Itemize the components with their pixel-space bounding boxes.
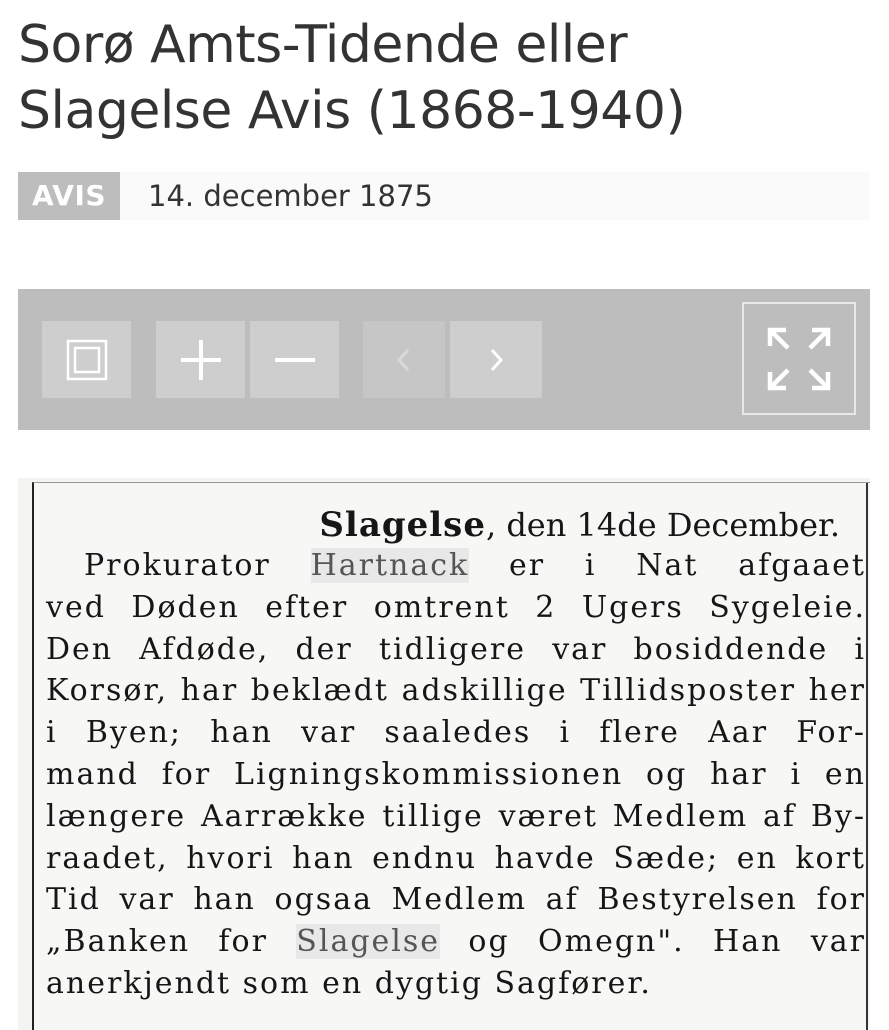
search-hit[interactable]: Slagelse	[296, 924, 441, 960]
article-text	[46, 505, 866, 1005]
newspaper-viewer[interactable]	[18, 478, 870, 1030]
meta-row	[18, 172, 870, 220]
next-page-button[interactable]	[450, 321, 542, 398]
column-rule	[866, 483, 868, 1030]
article-line: ved Døden efter omtrent 2 Ugers Sygeleie.	[46, 589, 866, 625]
article-line: Den Afdøde, der tidligere var bosiddende i	[46, 631, 866, 667]
previous-page-button[interactable]	[363, 321, 445, 398]
dateline-date: , den 14de December.	[485, 506, 840, 544]
article-line: raadet, hvori han endnu havde Sæde; en kort	[46, 840, 866, 876]
title-line-1: Sorø Amts-Tidende eller	[18, 15, 628, 75]
zoom-out-button[interactable]	[250, 321, 339, 398]
article-dateline	[46, 505, 866, 545]
home-button[interactable]	[42, 321, 131, 398]
article-line: i Byen; han var saaledes i flere Aar For-	[46, 715, 866, 751]
dateline-place: Slagelse	[319, 505, 486, 545]
expand-arrows-icon	[764, 324, 834, 394]
title-line-2: Slagelse Avis (1868-1940)	[18, 81, 686, 141]
article-line: Prokurator Hartnack er i Nat afgaaet	[84, 548, 866, 583]
newspaper-page	[32, 482, 870, 1030]
chevron-left-icon	[392, 345, 416, 375]
article-line: Korsør, har beklædt adskillige Tillidsposter her	[46, 673, 866, 709]
chevron-right-icon	[484, 345, 508, 375]
type-badge: AVIS	[18, 172, 120, 220]
newspaper-title	[18, 12, 868, 144]
frame-icon	[65, 338, 109, 382]
minus-icon	[273, 338, 317, 382]
search-hit[interactable]: Hartnack	[310, 548, 470, 583]
article-line: anerkjendt som en dygtig Sagfører.	[46, 965, 652, 1001]
viewer-toolbar	[18, 289, 870, 430]
issue-date: 14. december 1875	[148, 179, 433, 213]
article-line: mand for Ligningskommissionen og har i en	[46, 756, 866, 792]
fullscreen-button[interactable]	[742, 302, 856, 415]
article-line: Tid var han ogsaa Medlem af Bestyrelsen for	[46, 882, 866, 918]
plus-icon	[179, 338, 223, 382]
zoom-in-button[interactable]	[156, 321, 245, 398]
article-line: „Banken for Slagelse og Omegn". Han var	[46, 924, 866, 960]
article-line: længere Aarrække tillige været Medlem af By-	[46, 798, 866, 834]
